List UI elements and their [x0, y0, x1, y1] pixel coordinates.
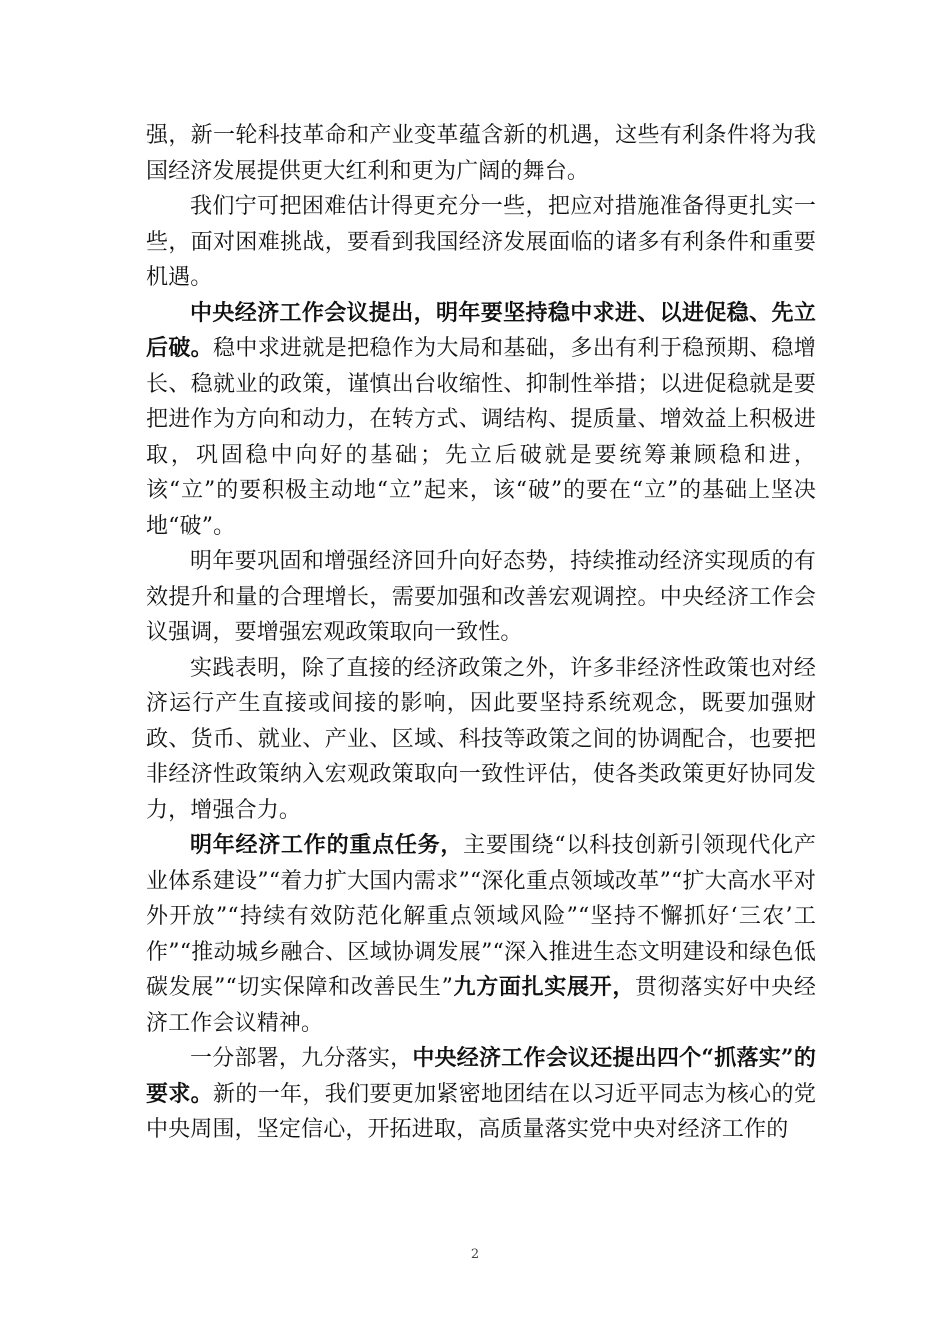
paragraph [146, 189, 816, 296]
paragraph [146, 1041, 816, 1148]
paragraph-bold-text: 中央经济工作会议还提出四个“抓落实”的要求。 [146, 1045, 816, 1107]
paragraph [146, 544, 816, 651]
paragraph-bold-text: 明年经济工作的重点任务， [190, 832, 464, 858]
paragraph [146, 118, 816, 189]
paragraph-text: 实践表明，除了直接的经济政策之外，许多非经济性政策也对经济运行产生直接或间接的影响，因此要坚持系统观念，既要加强财政、货币、就业、产业、区域、科技等政策之间的协调配合，也要把非经济性政策纳入宏观政策取向一致性评估，使各类政策更好协同发力，增强合力。 [146, 655, 816, 823]
paragraph-bold-text: 中央经济工作会议提出，明年要坚持稳中求进、以进促稳、先立后破。 [146, 299, 816, 361]
paragraph [146, 296, 816, 545]
page-number: 2 [470, 1247, 480, 1262]
paragraph-text: 稳中求进就是把稳作为大局和基础，多出有利于稳预期、稳增长、稳就业的政策，谨慎出台收缩性、抑制性举措；以进促稳就是要把进作为方向和动力，在转方式、调结构、提质量、增效益上积极进取，巩固稳中向好的基础；先立后破就是要统筹兼顾稳和进，该“立”的要积极主动地“立”起来，该“破”的要在“立”的基础上坚决地“破”。 [146, 336, 817, 539]
paragraph [146, 651, 816, 829]
paragraph-text: 一分部署，九分落实， [190, 1046, 413, 1071]
document-page [146, 118, 816, 1148]
paragraph [146, 828, 816, 1041]
paragraph-text: 贯彻落实好中央经济工作会议精神。 [146, 975, 816, 1036]
paragraph-text: 主要围绕“以科技创新引领现代化产业体系建设”“着力扩大国内需求”“深化重点领域改革”“扩大高水平对外开放”“持续有效防范化解重点领域风险”“坚持不懈抓好‘三农’工作”“推动城乡融合、区域协调发展”“深入推进生态文明建设和绿色低碳发展”“切实保障和改善民生” [146, 833, 816, 1000]
paragraph-text: 明年要巩固和增强经济回升向好态势，持续推动经济实现质的有效提升和量的合理增长，需要加强和改善宏观调控。中央经济工作会议强调，要增强宏观政策取向一致性。 [146, 549, 816, 645]
paragraph-text: 强，新一轮科技革命和产业变革蕴含新的机遇，这些有利条件将为我国经济发展提供更大红利和更为广阔的舞台。 [146, 123, 816, 184]
paragraph-text: 我们宁可把困难估计得更充分一些，把应对措施准备得更扎实一些，面对困难挑战，要看到我国经济发展面临的诸多有利条件和重要机遇。 [146, 194, 816, 290]
paragraph-bold-text: 九方面扎实展开， [452, 974, 636, 1000]
paragraph-text: 新的一年，我们要更加紧密地团结在以习近平同志为核心的党中央周围，坚定信心，开拓进取，高质量落实党中央对经济工作的 [146, 1081, 817, 1142]
